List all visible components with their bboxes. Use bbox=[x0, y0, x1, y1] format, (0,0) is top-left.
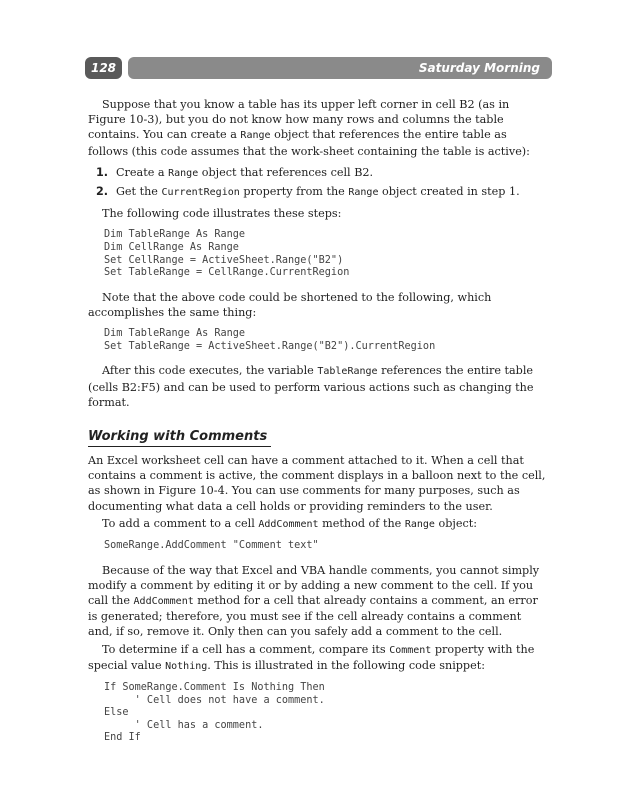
code-block: Dim TableRange As Range Dim CellRange As Range Set CellRange = ActiveSheet.Range("B2") Set TableRange = CellRange.CurrentRegion bbox=[104, 229, 350, 279]
running-header bbox=[85, 57, 552, 79]
section-title: Saturday Morning bbox=[128, 57, 552, 79]
paragraph-intro: Suppose that you know a table has its upper left corner in cell B2 (as in Figure 10-3), but you do not know how many rows and columns the table contains. You can create a Range object that references the entire table as follows (this code assumes that the work-sheet containing the table is active): bbox=[88, 98, 530, 158]
paragraph-determine-comment: To determine if a cell has a comment, compare its Comment property with the special value Nothing. This is illustrated in the following code snippet: bbox=[88, 642, 535, 672]
section-heading: Working with Comments bbox=[88, 428, 271, 447]
page-number: 128 bbox=[85, 57, 122, 79]
paragraph-modify-comment: Because of the way that Excel and VBA handle comments, you cannot simply modify a comment by editing it or by adding a new comment to the cell. If you call the AddComment method for a cell that already contains a comment, an error is generated; therefore, you must see if the cell already contains a comment and, if so, remove it. Only then can you safely add a comment to the cell. bbox=[88, 563, 540, 639]
paragraph-shortened: Note that the above code could be shortened to the following, which accomplishes the same thing: bbox=[88, 290, 492, 319]
code-block: SomeRange.AddComment "Comment text" bbox=[104, 540, 319, 552]
paragraph-add-comment: To add a comment to a cell AddComment method of the Range object: bbox=[102, 516, 478, 530]
paragraph-code-intro: The following code illustrates these steps: bbox=[102, 207, 342, 221]
page-body bbox=[88, 97, 548, 745]
list-item: 2. Get the CurrentRegion property from the Range object created in step 1. bbox=[96, 185, 520, 199]
steps-list bbox=[88, 165, 548, 200]
paragraph-comments-intro: An Excel worksheet cell can have a comment attached to it. When a cell that contains a comment is active, the comment displays in a balloon next to the cell, as shown in Figure 10-4. You can use comments for many purposes, such as documenting what data a cell holds or providing reminders to the user. bbox=[88, 454, 546, 513]
paragraph-after-exec: After this code executes, the variable TableRange references the entire table (cells B2:F5) and can be used to perform various actions such as changing the format. bbox=[88, 364, 534, 409]
code-block: Dim TableRange As Range Set TableRange = ActiveSheet.Range("B2").CurrentRegion bbox=[104, 328, 436, 352]
list-item: 1. Create a Range object that references cell B2. bbox=[96, 165, 374, 179]
code-block: If SomeRange.Comment Is Nothing Then ' Cell does not have a comment. Else ' Cell has a comment. End If bbox=[104, 682, 325, 744]
